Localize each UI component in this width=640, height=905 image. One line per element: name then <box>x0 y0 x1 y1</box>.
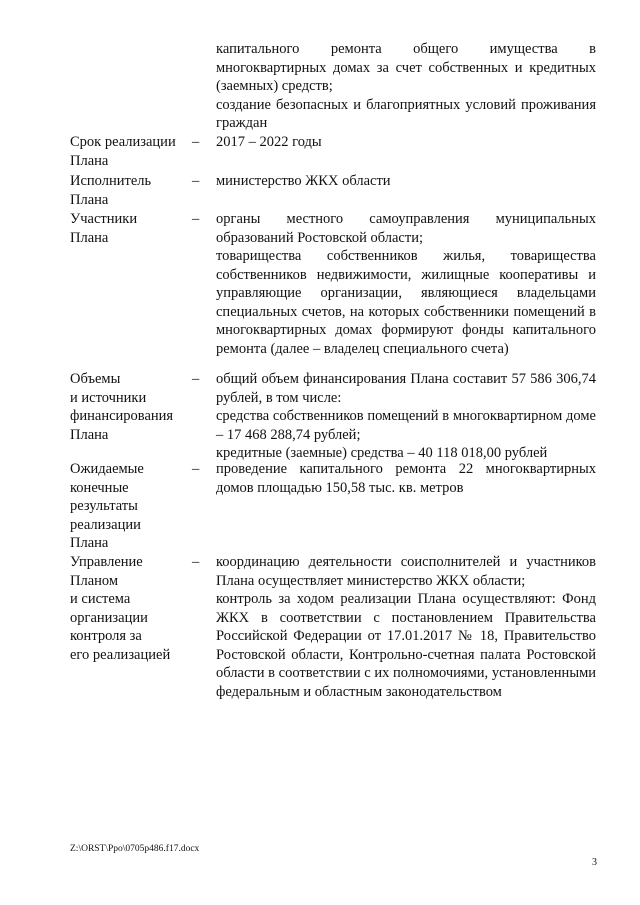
content-paragraph: контроль за ходом реализации Плана осуществляют: Фонд ЖКХ в соответствии с постановлением Правительства Российской Федерации от 17.01.2017 № 18, Правительство Ростовской области, Контрольно-счетная палата Ростовской области в соответствии с их полномочиями, установленными федеральным и областным законодательством <box>216 591 596 700</box>
label-line: конечные <box>70 479 129 496</box>
row-management-label <box>70 553 190 664</box>
label-line: и источники <box>70 389 147 406</box>
label-line: Исполнитель <box>70 173 152 189</box>
content-paragraph: кредитные (заемные) средства – 40 118 018,00 рублей <box>216 445 548 461</box>
label-line: Плана <box>70 535 109 551</box>
content-paragraph: общий объем финансирования Плана составит 57 586 306,74 рублей, в том числе: <box>216 371 596 406</box>
content-paragraph: проведение капитального ремонта 22 многоквартирных домов площадью 150,58 тыс. кв. метров <box>216 461 596 496</box>
label-line: Планом <box>70 572 119 589</box>
intro-paragraph-2: создание безопасных и благоприятных условий проживания граждан <box>216 96 596 131</box>
row-results-content <box>216 460 596 497</box>
label-line: Плана <box>70 229 109 246</box>
label-line: финансирования <box>70 408 174 424</box>
label-line: реализации <box>70 516 141 533</box>
row-management-content <box>216 553 596 701</box>
row-term-content <box>216 133 596 152</box>
dash: – <box>192 554 200 570</box>
label-line: Управление <box>70 554 143 570</box>
label-line: Плана <box>70 191 109 208</box>
row-participants-label <box>70 210 190 247</box>
row-financing-label <box>70 370 190 444</box>
row-results-label <box>70 460 190 553</box>
row-financing-content <box>216 370 596 463</box>
dash: – <box>192 461 200 477</box>
footer-file-path: Z:\ORST\Ppo\0705p486.f17.docx <box>70 844 200 854</box>
content-paragraph: органы местного самоуправления муниципальных образований Ростовской области; <box>216 211 596 246</box>
content-paragraph: товарищества собственников жилья, товарищества собственников недвижимости, жилищные кооперативы и управляющие организации, являющиеся владельцами специальных счетов, на которых собственники помещений в многоквартирных домах формируют фонды капитального ремонта (далее – владелец специального счета) <box>216 248 596 357</box>
label-line: и система <box>70 591 131 607</box>
label-line: организации <box>70 609 148 626</box>
content-paragraph: 2017 – 2022 годы <box>216 134 322 150</box>
row-executor-content <box>216 172 596 191</box>
label-line: Срок реализации <box>70 134 176 150</box>
dash: – <box>192 134 200 150</box>
row-executor-label <box>70 172 190 209</box>
label-line: результаты <box>70 498 138 514</box>
dash: – <box>192 173 200 189</box>
label-line: Участники <box>70 211 138 227</box>
row-participants-content <box>216 210 596 358</box>
intro-paragraph-1: капитального ремонта общего имущества в многоквартирных домах за счет собственных и кредитных (заемных) средств; <box>216 41 596 94</box>
intro-content <box>216 40 596 133</box>
label-line: его реализацией <box>70 646 171 663</box>
label-line: Плана <box>70 152 109 169</box>
content-paragraph: координацию деятельности соисполнителей и участников Плана осуществляет министерство ЖКХ области; <box>216 554 596 589</box>
label-line: Плана <box>70 426 109 443</box>
row-term-label <box>70 133 190 170</box>
label-line: контроля за <box>70 628 142 644</box>
dash: – <box>192 211 200 227</box>
content-paragraph: средства собственников помещений в многоквартирном доме – 17 468 288,74 рублей; <box>216 408 596 443</box>
label-line: Ожидаемые <box>70 461 144 477</box>
label-line: Объемы <box>70 371 121 387</box>
dash: – <box>192 371 200 387</box>
page-number: 3 <box>592 857 597 868</box>
content-paragraph: министерство ЖКХ области <box>216 173 391 189</box>
